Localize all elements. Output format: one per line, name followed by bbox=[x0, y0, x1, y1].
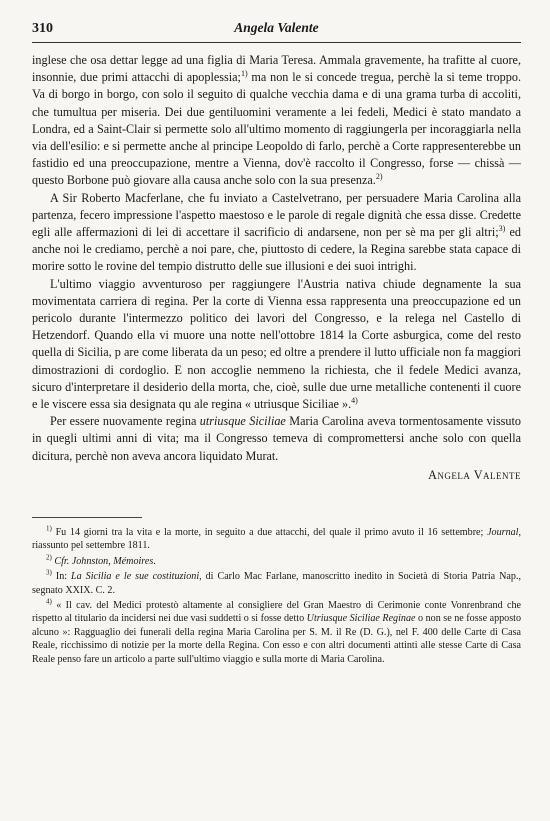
footnote-number: 4) bbox=[46, 597, 52, 606]
running-head: Angela Valente bbox=[234, 20, 319, 35]
text-run: , di Carlo Mac Farlane, manoscritto inedito in Società di Storia Patria Nap., segnato XXIX. C. 2. bbox=[32, 571, 521, 596]
text-run: Maria Carolina aveva tormentosamente vissuto in quegli ultimi anni di vita; ma il Congresso temeva di compromettersi anche solo con quella dicitura, perchè non aveva ancora liquidato Murat. bbox=[32, 414, 521, 463]
text-run: Fu 14 giorni tra la vita e la morte, in seguito a due attacchi, del quale il primo avuto il 16 settembre; bbox=[55, 526, 488, 538]
footnote-rule bbox=[32, 517, 142, 518]
italic-text: La Sicilia e le sue costituzioni bbox=[71, 571, 200, 583]
text-run: inglese che osa dettar legge ad una figlia di Maria Teresa. Ammala gravemente, ha trafitte al cuore, insonnie, due primi attacchi di apoplessia; bbox=[32, 53, 521, 85]
paragraph bbox=[32, 190, 521, 276]
text-run: Per essere nuovamente regina bbox=[50, 414, 200, 429]
italic-text: Cfr. Johnston, Mémoires bbox=[54, 555, 154, 567]
header-rule bbox=[32, 42, 521, 43]
footnote-number: 1) bbox=[46, 524, 52, 533]
text-run: o non se ne fosse apposto alcuno »: Ragguaglio dei funerali della regina Maria Carolina per S. M. il Re (D. G.), nel F. 400 delle Carte di Casa Reale, ricchissimo di notizie per la morte della Regina. Con esso e con altri documenti attinti alle stesse Carte di Casa Reale penso fare un articolo a parte sull'ultimo viaggio e sulla morte di Maria Carolina. bbox=[32, 613, 521, 665]
footnote bbox=[32, 570, 521, 597]
text-run: ed anche noi le crediamo, perchè a noi pare, che, piuttosto di cedere, la Regina sarebbe stata capace di morire sotto le rovine del tempio distrutto delle sue illusioni e dei suoi intrighi. bbox=[32, 225, 521, 274]
page-number: 310 bbox=[32, 21, 53, 36]
body-text bbox=[32, 52, 521, 465]
footnote-number: 3) bbox=[46, 568, 52, 577]
italic-text: Journal bbox=[487, 526, 519, 538]
paragraph bbox=[32, 413, 521, 465]
author-signature: Angela Valente bbox=[428, 467, 521, 482]
footnote bbox=[32, 526, 521, 553]
text-run: « Il cav. del Medici protestò altamente al consigliere del Gran Maestro di Cerimonie conte Vonrenbrand che rispetto al titulario da incidersi nei due vasi suddetti o si fosse detto bbox=[32, 599, 521, 625]
page-header bbox=[32, 20, 521, 42]
footnote-number: 2) bbox=[46, 553, 52, 562]
footnote bbox=[32, 555, 521, 568]
text-run: L'ultimo viaggio avventuroso per raggiungere l'Austria nativa chiude degnamente la sua movimentata carriera di regina. Per la corte di Vienna essa rappresenta una preoccupazione ed un pericolo durante l'intermezzo politico dei lavori del Congresso, e la relega nel Castello di Hetzendorf. Quando ella vi muore una notte nell'ottobre 1814 la Corte asburgica, come del resto quella di Sicilia, p are come liberata da un peso; ed oltre a prendere il lutto ufficiale non fa maggiori dimostrazioni di cordoglio. E non accoglie nemmeno la richiesta, che il fedele Medici avanza, sicuro d'interpretare il desiderio della morta, che, cioè, sulle due urne metalliche contenenti il cuore e le viscere essa sia designata qu ale regina « utriusque Siciliae ». bbox=[32, 276, 521, 412]
footnote bbox=[32, 599, 521, 666]
footnotes bbox=[32, 526, 521, 666]
text-run: . bbox=[153, 555, 156, 567]
italic-text: Utriusque Siciliae Reginae bbox=[306, 613, 416, 625]
text-run: ma non le si concede tregua, perchè la si teme troppo. Va di borgo in borgo, con solo il seguito di qualche vecchia dama e di una grama turba di accoliti, che tumultua per miseria. Dei due gentiluomini veramente a lei fedeli, Medici è stato mandato a Londra, ed a Saint-Clair si permette solo all'ultimo momento di raggiungerla per incoraggiarla nella via dell'esilio: e si permette anche al principe Leopoldo di farlo, perchè a Corte rappresenterebbe un fastidio ed una preoccupazione, mentre a Vienna, dov'è raccolto il Congresso, forse — chissà — questo Borbone può giovare alla causa anche solo con la sua presenza. bbox=[32, 70, 521, 188]
paragraph bbox=[32, 52, 521, 190]
footnote-ref: 4) bbox=[351, 396, 358, 405]
paragraph bbox=[32, 276, 521, 414]
text-run: In: bbox=[55, 571, 72, 583]
text-run: A Sir Roberto Macferlane, che fu inviato a Castelvetrano, per persuadere Maria Carolina alla partenza, fecero impressione l'aspetto maestoso e le parole di regale dignità che essa disse. Credette egli alle affermazioni di lei di accettare il sacrificio di andarsene, non per sè ma per gli altri; bbox=[32, 190, 521, 240]
footnote-ref: 2) bbox=[375, 172, 383, 182]
footnote-ref: 1) bbox=[240, 69, 248, 79]
footnote-ref: 3) bbox=[498, 223, 506, 233]
italic-text: utriusque Siciliae bbox=[199, 414, 286, 429]
text-run: , riassunto pel settembre 1811. bbox=[32, 526, 521, 552]
